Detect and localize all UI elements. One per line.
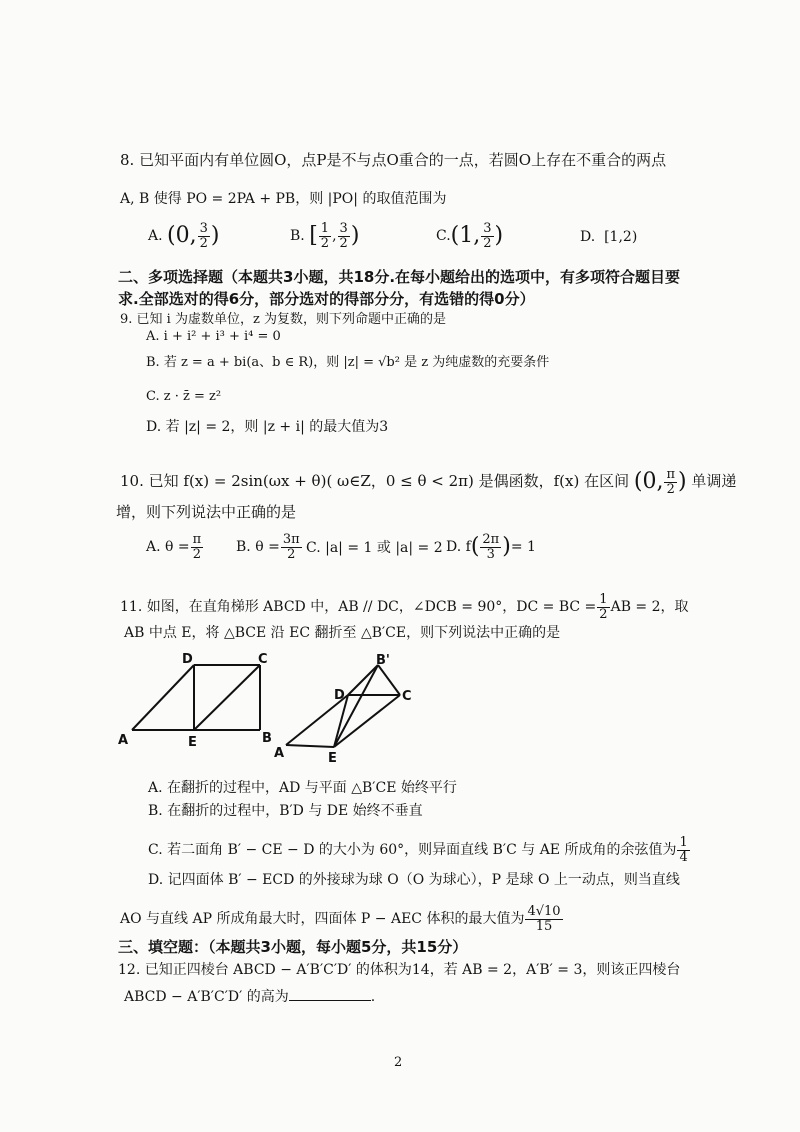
- q12-stem-line1: 12. 已知正四棱台 ABCD − A′B′C′D′ 的体积为14，若 AB = 2，A′B′ = 3，则该正四棱台: [118, 962, 681, 978]
- q10-option-b: B. θ = $\frac{3\pi}{2}$: [236, 532, 300, 562]
- label-a: A: [274, 746, 285, 761]
- q10-stem-line1: 10. 已知 f(x) = 2sin(ωx + θ)( ω∈Z，0 ≤ θ < 2π) 是偶函数，f(x) 在区间 (0, $\frac{\pi}{2}$ ) 单调递: [120, 467, 737, 497]
- q11-option-c: C. 若二面角 B′ − CE − D 的大小为 60°，则异面直线 B′C 与 AE 所成角的余弦值为 $\frac{1}{4}$: [148, 835, 688, 865]
- segment-ae: [286, 745, 334, 747]
- q12-stem-line2: ABCD − A′B′C′D′ 的高为 .: [124, 989, 376, 1005]
- label-b: B: [262, 731, 272, 746]
- label-c: C: [402, 689, 412, 704]
- q9-option-b: B. 若 z = a + bi(a、b ∈ R)，则 |z| = √b² 是 z 为纯虚数的充要条件: [146, 355, 550, 370]
- section3-title: 三、填空题：（本题共3小题，每小题5分，共15分）: [118, 938, 468, 956]
- q10-option-a: A. θ = $\frac{\pi}{2}$: [146, 532, 202, 562]
- q8-stem-line1: 8. 已知平面内有单位圆O，点P是不与点O重合的一点，若圆O上存在不重合的两点: [120, 151, 667, 169]
- label-b-prime: B': [376, 653, 390, 668]
- q11-option-d-line1: D. 记四面体 B′ − ECD 的外接球为球 O（O 为球心），P 是球 O 上一动点，则当直线: [148, 872, 680, 888]
- label-a: A: [118, 733, 129, 748]
- q8-option-a: A. (0, $\frac{3}{2}$ ): [148, 221, 220, 251]
- segment-bd: [348, 665, 378, 695]
- q8-option-c: C.(1, $\frac{3}{2}$ ): [436, 221, 504, 251]
- q10-option-c: C. |a| = 1 或 |a| = 2: [306, 540, 443, 556]
- segment-be: [334, 665, 378, 747]
- q11-option-a: A. 在翻折的过程中，AD 与平面 △B′CE 始终平行: [148, 780, 457, 796]
- q9-option-d: D. 若 |z| = 2，则 |z + i| 的最大值为3: [146, 419, 389, 435]
- q9-stem: 9. 已知 i 为虚数单位，z 为复数，则下列命题中正确的是: [120, 312, 446, 327]
- segment-ad: [132, 665, 194, 730]
- label-c: C: [258, 652, 268, 667]
- page-number: 2: [394, 1055, 403, 1070]
- segment-ec: [194, 665, 260, 730]
- q8-stem-line2: A, B 使得 PO = 2PA + PB，则 |PO| 的取值范围为: [120, 191, 447, 207]
- label-e: E: [188, 735, 197, 750]
- section2-title-line1: 二、多项选择题（本题共3小题，共18分.在每小题给出的选项中，有多项符合题目要: [118, 268, 681, 286]
- folded-figure: [272, 650, 432, 765]
- q11-option-b: B. 在翻折的过程中，B′D 与 DE 始终不垂直: [148, 803, 423, 819]
- q10-option-d: D. f( $\frac{2\pi}{3}$ )= 1: [446, 532, 536, 562]
- q9-option-c: C. z · z̄ = z²: [146, 389, 222, 404]
- answer-blank[interactable]: [289, 988, 371, 1001]
- q10-stem-line2: 增，则下列说法中正确的是: [116, 503, 297, 521]
- label-d: D: [182, 652, 193, 667]
- q9-option-a: A. i + i² + i³ + i⁴ = 0: [146, 329, 281, 344]
- q11-stem-line2: AB 中点 E，将 △BCE 沿 EC 翻折至 △B′CE，则下列说法中正确的是: [124, 625, 561, 641]
- q8-option-d: D. [1,2): [580, 229, 638, 245]
- q11-option-d-line2: AO 与直线 AP 所成角最大时，四面体 P − AEC 体积的最大值为 $\frac{4√10}{15}$: [120, 904, 561, 934]
- segment-bc: [378, 665, 400, 695]
- trapezoid-figure: [110, 650, 280, 750]
- section2-title-line2: 求.全部选对的得6分，部分选对的得部分分，有选错的得0分）: [118, 290, 535, 308]
- label-d: D: [334, 688, 345, 703]
- label-e: E: [328, 751, 337, 765]
- q11-stem-line1: 11. 如图，在直角梯形 ABCD 中，AB // DC，∠DCB = 90°，DC = BC = $\frac{1}{2}$ AB = 2，取: [120, 592, 689, 622]
- q8-option-b: B. [ $\frac{1}{2}$ , $\frac{3}{2}$ ): [290, 221, 360, 251]
